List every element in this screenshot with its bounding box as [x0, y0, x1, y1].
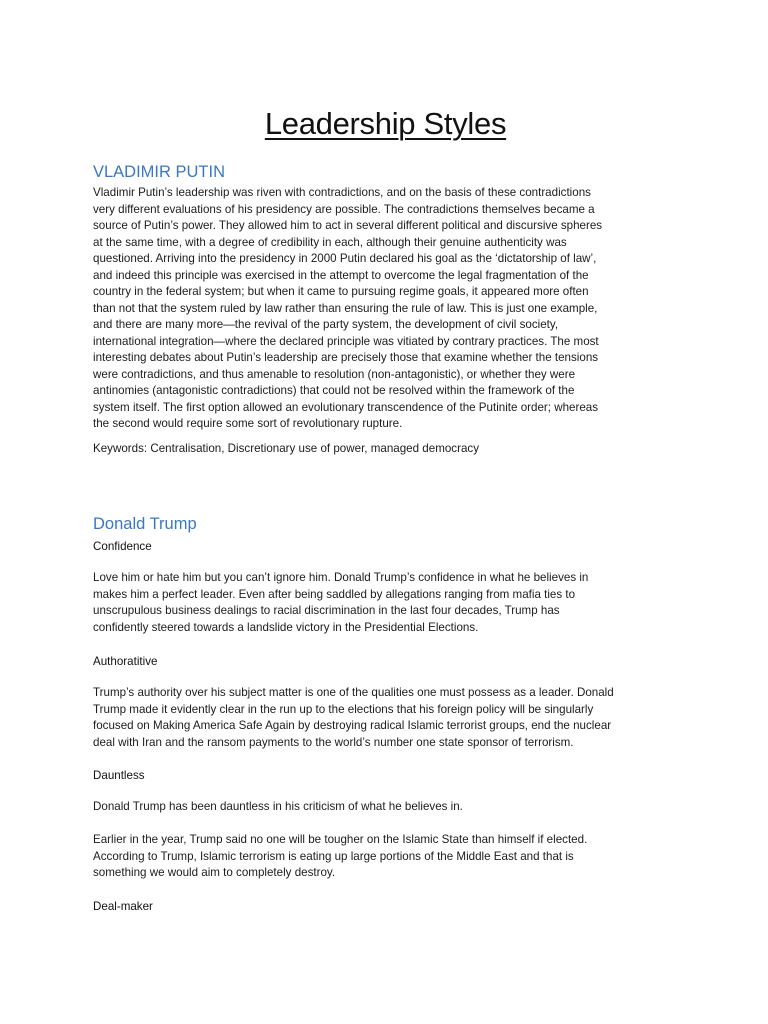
- authoritative-subheading: Authoratitive: [93, 655, 158, 668]
- dauntless-paragraph-1: Donald Trump has been dauntless in his criticism of what he believes in.: [93, 800, 463, 813]
- dauntless-paragraph-2: Earlier in the year, Trump said no one will be tougher on the Islamic State than himself if elected. According to Trump, Islamic terrorism is eating up large portions of the Middle East and that is something we would aim to completely destroy.: [93, 833, 588, 879]
- dealmaker-subheading: Deal-maker: [93, 900, 153, 913]
- putin-body-paragraph: Vladimir Putin’s leadership was riven with contradictions, and on the basis of these contradictions very different evaluations of his presidency are possible. The contradictions themselves became a source of Putin’s power. They allowed him to act in several different political and discursive spheres at the same time, with a degree of credibility in each, although their genuine authenticity was questioned. Arriving into the presidency in 2000 Putin declared his goal as the ‘dictatorship of law’, and indeed this principle was exercised in the attempt to overcome the legal fragmentation of the country in the federal system; but when it came to pursuing regime goals, it appeared more often than not that the system ruled by law rather than ensuring the rule of law. This is just one example, and there are many more—the revival of the party system, the development of civil society, international integration—where the declared principle was vitiated by contrary practices. The most interesting debates about Putin’s leadership are precisely those that examine whether the tensions were contradictions, and thus amenable to resolution (non-antagonistic), or whether they were antinomies (antagonistic contradictions) that could not be resolved within the framework of the system itself. The first option allowed an evolutionary transcendence of the Putinite order; whereas the second would require some sort of revolutionary rupture.: [93, 186, 603, 430]
- putin-keywords: Keywords: Centralisation, Discretionary use of power, managed democracy: [93, 442, 479, 455]
- dauntless-subheading: Dauntless: [93, 769, 145, 782]
- putin-section-heading: VLADIMIR PUTIN: [93, 163, 226, 181]
- confidence-subheading: Confidence: [93, 540, 152, 553]
- trump-section-heading: Donald Trump: [93, 515, 197, 533]
- document-title: Leadership Styles: [264, 106, 507, 141]
- authoritative-paragraph: Trump’s authority over his subject matter is one of the qualities one must possess as a leader. Donald Trump made it evidently clear in the run up to the elections that his foreign policy will be singularly focused on Making America Safe Again by destroying radical Islamic terrorist groups, end the nuclear deal with Iran and the ransom payments to the world’s number one state sponsor of terrorism.: [93, 686, 614, 749]
- confidence-paragraph: Love him or hate him but you can’t ignore him. Donald Trump’s confidence in what he believes in makes him a perfect leader. Even after being saddled by allegations ranging from mafia ties to unscrupulous business dealings to racial discrimination in the last four decades, Trump has confidently steered towards a landslide victory in the Presidential Elections.: [93, 571, 589, 634]
